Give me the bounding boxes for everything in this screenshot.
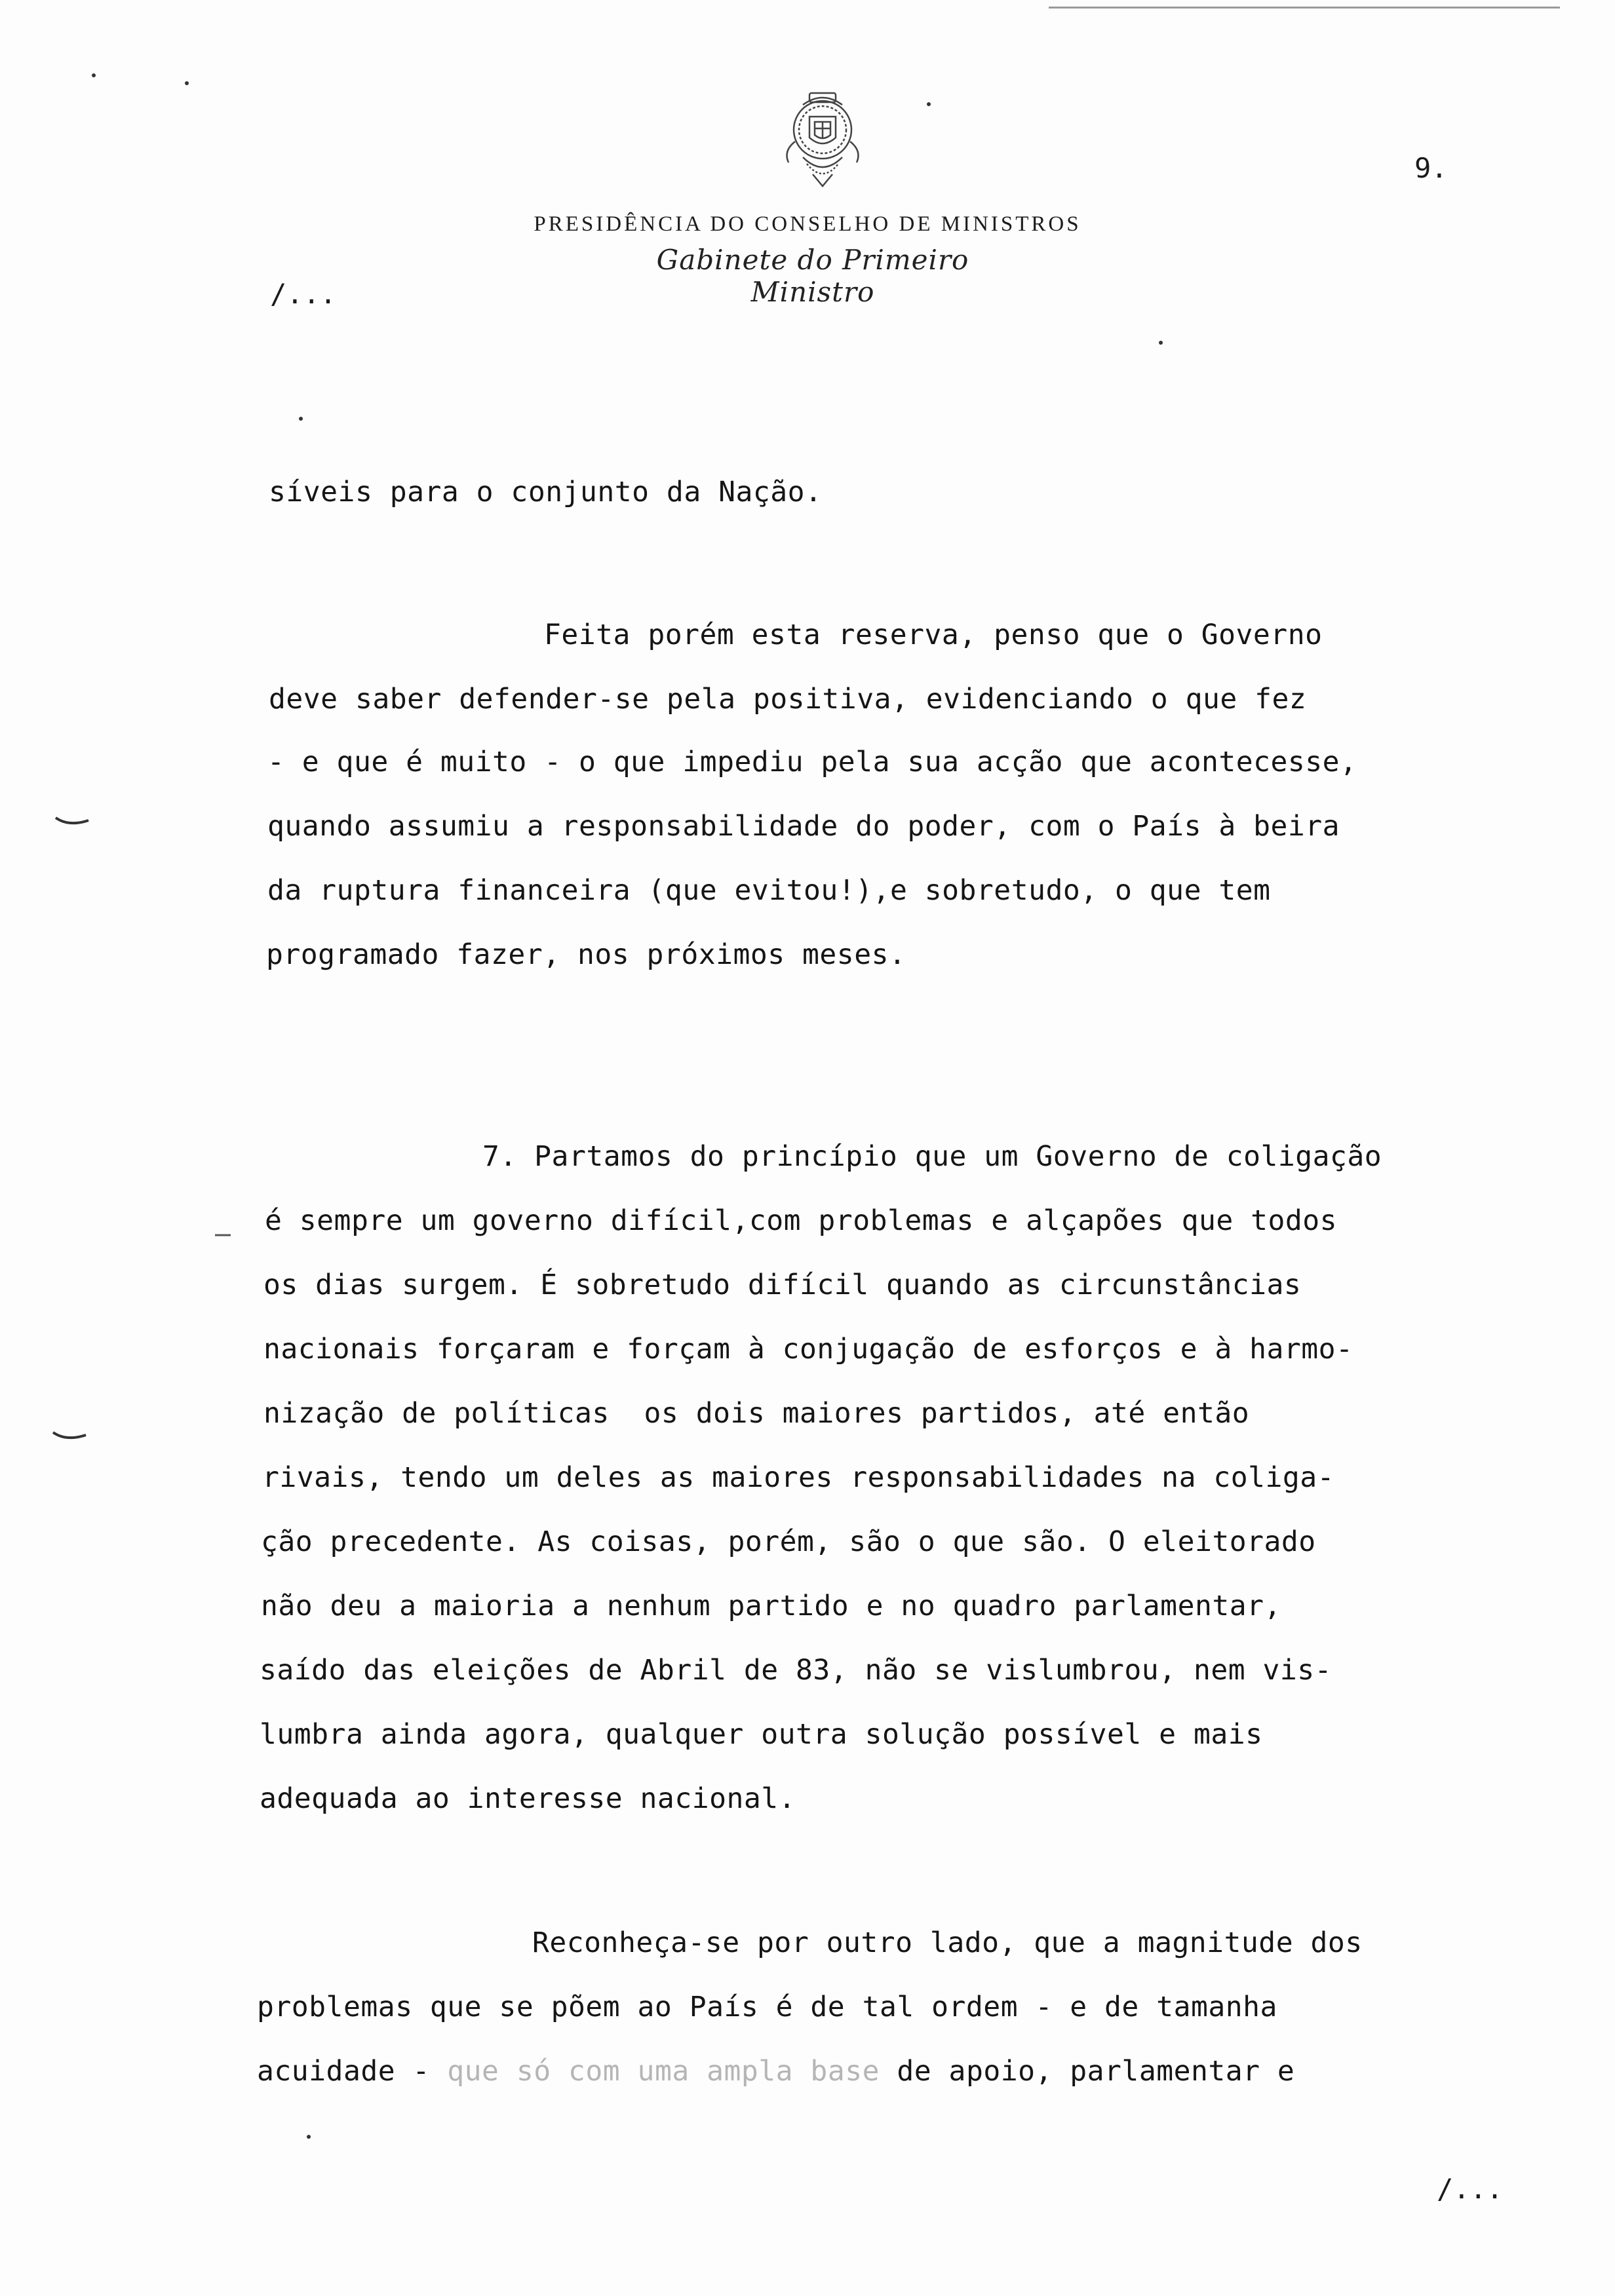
- scan-dash: [214, 1232, 233, 1238]
- page-number: 9.: [1414, 152, 1448, 184]
- text-line: deve saber defender-se pela positiva, evidenciando o que fez: [269, 683, 1307, 716]
- text-line: 7. Partamos do princípio que um Governo de coligação: [482, 1140, 1382, 1173]
- text-line: é sempre um governo difícil,com problemas e alçapões que todos: [265, 1204, 1338, 1237]
- text-line: rivais, tendo um deles as maiores responsabilidades na coliga-: [262, 1461, 1335, 1494]
- text-line: adequada ao interesse nacional.: [260, 1782, 796, 1815]
- scan-speck: [185, 81, 189, 85]
- text-line: ção precedente. As coisas, porém, são o que são. O eleitorado: [261, 1525, 1316, 1558]
- scan-speck: [307, 2135, 311, 2139]
- letterhead-title: PRESIDÊNCIA DO CONSELHO DE MINISTROS: [534, 212, 1081, 236]
- text-line: Feita porém esta reserva, penso que o Governo: [544, 619, 1323, 651]
- continuation-mark-top: /...: [270, 278, 337, 310]
- faded-text-span: que só com uma ampla base: [447, 2055, 880, 2088]
- text-line: síveis para o conjunto da Nação.: [269, 476, 823, 508]
- text-line: lumbra ainda agora, qualquer outra solução possível e mais: [260, 1718, 1263, 1751]
- text-line: não deu a maioria a nenhum partido e no quadro parlamentar,: [261, 1590, 1281, 1622]
- scan-speck: [299, 417, 303, 421]
- text-line: os dias surgem. É sobretudo difícil quando as circunstâncias: [263, 1269, 1302, 1301]
- text-line: nização de políticas os dois maiores partidos, até então: [263, 1397, 1250, 1430]
- text-line: - e que é muito - o que impediu pela sua acção que acontecesse,: [267, 746, 1357, 778]
- text-span: acuidade -: [257, 2055, 448, 2088]
- text-span: de apoio, parlamentar e: [880, 2055, 1295, 2088]
- top-edge-line: [1049, 7, 1560, 9]
- punch-hole-mark: [50, 1427, 89, 1447]
- text-line: saído das eleições de Abril de 83, não se vislumbrou, nem vis-: [260, 1654, 1333, 1687]
- scan-speck: [1159, 341, 1163, 345]
- text-line: problemas que se põem ao País é de tal ordem - e de tamanha: [257, 1991, 1277, 2023]
- text-line: quando assumiu a responsabilidade do poder, com o País à beira: [267, 810, 1340, 843]
- text-line: da ruptura financeira (que evitou!),e sobretudo, o que tem: [267, 874, 1271, 907]
- continuation-mark-bottom: /...: [1437, 2173, 1504, 2205]
- text-line: programado fazer, nos próximos meses.: [266, 938, 906, 971]
- text-line: nacionais forçaram e forçam à conjugação de esforços e à harmo-: [263, 1333, 1353, 1366]
- text-line: Reconheça-se por outro lado, que a magnitude dos: [532, 1926, 1363, 1959]
- coat-of-arms-emblem: [764, 79, 882, 197]
- scan-speck: [92, 73, 96, 77]
- text-line-partially-faded: [257, 2055, 1294, 2088]
- letterhead-subtitle: Gabinete do Primeiro Ministro: [656, 244, 969, 308]
- scan-speck: [927, 102, 931, 106]
- punch-hole-mark: [52, 813, 92, 832]
